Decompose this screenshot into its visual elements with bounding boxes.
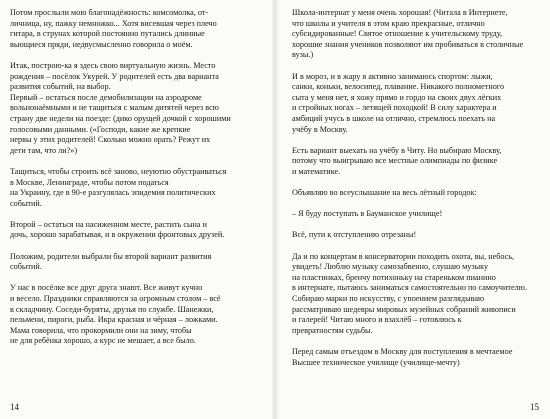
- paragraph: Объявляю во всеуслышание на весь лётный городок:: [292, 188, 477, 198]
- paragraph: Итак, построю-ка я здесь свою виртуальную жизнь. Место рождения – посёлок Укурей. У родителей есть два варианта развития событий, на выбор.: [10, 60, 219, 92]
- paragraph: Всё, пути к отступлению отрезаны!: [292, 230, 417, 240]
- left-page: [10, 8, 262, 347]
- paragraph: – Я буду поступать в Бауманское училище!: [292, 209, 443, 219]
- page-gutter: [272, 0, 278, 419]
- paragraph: Положим, родители выбрали бы второй вариант развития событий.: [10, 251, 212, 272]
- paragraph: Да и по концертам в консерватории походить охота, вы, небось, увидеть! Люблю музыку самозабвенно, слушаю музыку на пластинках, бренчу потихоньку на стареньком пианино в интернате, пытаюсь заниматься самостоятельно по самоучителю. Собираю марки по искусству, с упоением разглядываю рассматриваю шедевры мировых музейных собраний живописи и галерей! Читаю много и взахлёб – готовлюсь к превратностям судьбы.: [292, 251, 527, 335]
- paragraph: Есть вариант выехать на учёбу в Читу. Но выбираю Москву, потому что выигрываю все местные олимпиады по физике и математике.: [292, 145, 502, 176]
- paragraph: И в мороз, и в жару я активно занимаюсь спортом: лыжи, санки, коньки, велосипед, плавание. Никакого полнометного сыта у меня нет, я хожу прямо и гордо на своих двух лёгких и стройных ногах – летящей походкой! В силу характера и амбиций учусь в школе на отлично, стремлюсь поехать на учёбу в Москву.: [292, 71, 505, 134]
- paragraph: Второй – остаться на насиженном месте, растить сына и дочь, хорошо зарабатывая, и в окружении фронтовых друзей.: [10, 219, 225, 240]
- paragraph: Тащиться, чтобы строить всё заново, неуютно обустраиваться в Москве, Ленинграде, чтобы потом податься на Украину, где в 90-е разгулялась эпидемия политических событий.: [10, 166, 227, 208]
- page-number-left: 14: [10, 402, 19, 412]
- page-number-right: 15: [530, 402, 539, 412]
- paragraph: Потом прослыли мою благонадёжность: комсомолка, от- личница, ну, пажку немножко... Хотя висевшая через плечо гитара, в струнах которой постоянно путались длинные вьющиеся пряди, недвусмысленно говорила о моём.: [10, 8, 217, 49]
- right-page: [292, 8, 542, 368]
- paragraph: Первый – остаться после демобилизации на аэродроме вольнонаёмными и не тащиться с малым дитятей через всю страну две недели на поезде: (дико орущей дочкой с хорошими голосовыми данными. («Господи, какие же крепкие нервы у этих родителей! Сколько можно орать? Режут их дети там, что ли?»): [10, 92, 231, 155]
- paragraph: Перед самым отъездом в Москву для поступления в мечтаемое Высшее техническое училище (училище-мечту): [292, 347, 513, 367]
- paragraph: У нас в посёлке все друг друга знают. Все живут кучно и весело. Праздники справляются за огромным столом – всё в складчину. Соседи-буряты, друзья по службе. Шанежки, пельмени, пироги, рыба. Икра красная и чёрная – ложками. Мама говорила, что прокормили они на зиму, чтобы не для ребёнка хорошо, а курс не мешает, а все было.: [10, 283, 221, 346]
- paragraph: Школа-интернат у меня очень хорошая! (Читала в Интернете, что школы и учителя в этом краю прекрасные, отлично субсидированные! Святое отношение к учительскому труду, хорошие знания учеников позволяют им пробиваться в столичные вузы.): [292, 8, 524, 60]
